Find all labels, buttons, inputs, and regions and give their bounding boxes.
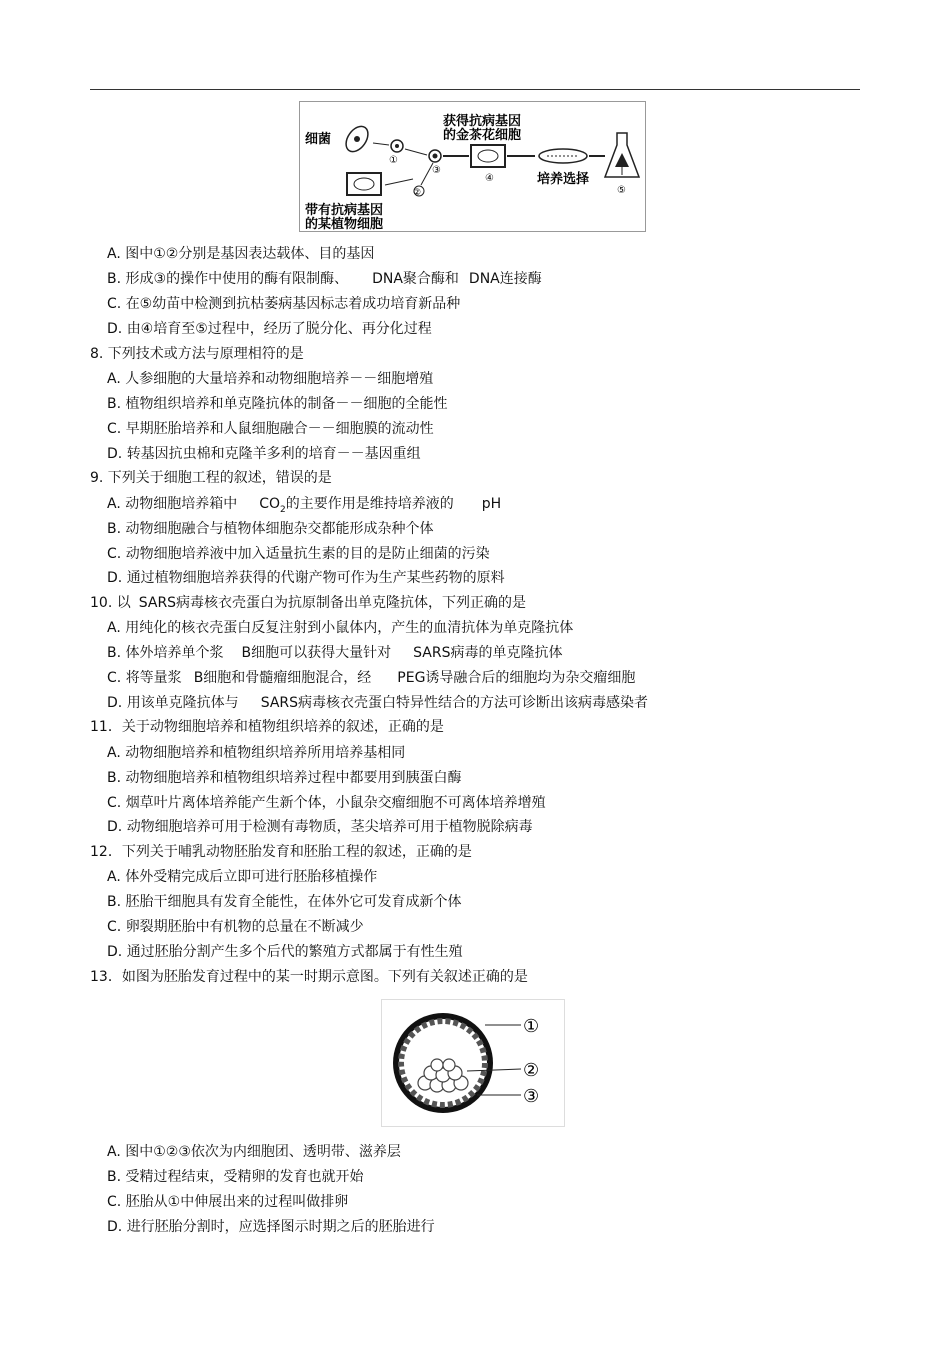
option-letter: B.	[107, 894, 122, 910]
header-rule	[90, 89, 860, 90]
option-text: 将等量浆	[125, 670, 182, 686]
num-4: ④	[485, 173, 494, 184]
gene-transfer-diagram	[299, 101, 646, 232]
option-letter: A.	[107, 745, 121, 761]
q10-option-c[interactable]	[107, 669, 635, 687]
option-text-part3: 的主要作用是维持培养液的	[285, 496, 454, 512]
option-text: 胚胎干细胞具有发育全能性，在体外它可发育成新个体	[125, 894, 462, 910]
option-text-part3: SARS病毒的单克隆抗体	[413, 645, 563, 661]
q7-option-a[interactable]	[107, 245, 374, 263]
option-letter: B.	[107, 396, 122, 412]
option-text: 进行胚胎分割时，应选择图示时期之后的胚胎进行	[126, 1219, 435, 1235]
option-text-part2: B细胞和骨髓瘤细胞混合，经	[193, 670, 372, 686]
q12-stem: 12．下列关于哺乳动物胚胎发育和胚胎工程的叙述，正确的是	[90, 844, 472, 860]
option-letter: D.	[107, 570, 123, 586]
option-text: 动物细胞培养液中加入适量抗生素的目的是防止细菌的污染	[125, 546, 490, 562]
option-text: 胚胎从①中伸展出来的过程叫做排卵	[125, 1194, 349, 1210]
q13-stem: 13．如图为胚胎发育过程中的某一时期示意图。下列有关叙述正确的是	[90, 969, 528, 985]
num-3: ③	[523, 1086, 540, 1107]
q8-option-d[interactable]	[107, 445, 421, 463]
q12-option-a[interactable]	[107, 868, 377, 886]
label-bacteria: 细菌	[305, 132, 332, 147]
option-text: 植物组织培养和单克隆抗体的制备－－细胞的全能性	[125, 396, 448, 412]
option-letter: B.	[107, 645, 122, 661]
q12-option-b[interactable]	[107, 893, 462, 911]
num-1: ①	[389, 155, 398, 166]
num-3: ③	[432, 165, 441, 176]
option-letter: C.	[107, 1194, 122, 1210]
q13-option-c[interactable]	[107, 1193, 348, 1211]
option-text: 形成③的操作中使用的酶有限制酶、	[125, 271, 349, 287]
q10-option-a[interactable]	[107, 619, 573, 637]
option-letter: A.	[107, 620, 121, 636]
option-text: 动物细胞培养可用于检测有毒物质，茎尖培养可用于植物脱除病毒	[126, 819, 533, 835]
q11-stem: 11．关于动物细胞培养和植物组织培养的叙述，正确的是	[90, 719, 444, 735]
option-letter: C.	[107, 421, 122, 437]
option-letter: B.	[107, 770, 122, 786]
num-2: ②	[413, 188, 422, 198]
q8-option-c[interactable]	[107, 420, 434, 438]
option-letter: B.	[107, 521, 122, 537]
option-text: 动物细胞培养和植物组织培养过程中都要用到胰蛋白酶	[125, 770, 462, 786]
option-text: 由④培育至⑤过程中，经历了脱分化、再分化过程	[126, 321, 432, 337]
option-letter: C.	[107, 546, 122, 562]
stem-part2: SARS病毒核衣壳蛋白为抗原制备出单克隆抗体，下列正确的是	[138, 595, 527, 611]
q11-option-a[interactable]	[107, 744, 405, 762]
option-letter: A.	[107, 869, 121, 885]
option-letter: D.	[107, 446, 123, 462]
q13-option-b[interactable]	[107, 1168, 364, 1186]
option-text: 卵裂期胚胎中有机物的总量在不断减少	[125, 919, 364, 935]
gene-transfer-svg	[299, 101, 646, 232]
q9-stem: 9. 下列关于细胞工程的叙述，错误的是	[90, 470, 332, 486]
option-text: 体外受精完成后立即可进行胚胎移植操作	[125, 869, 378, 885]
option-text: 烟草叶片离体培养能产生新个体，小鼠杂交瘤细胞不可离体培养增殖	[125, 795, 546, 811]
q7-option-b[interactable]	[107, 270, 542, 288]
q9-option-c[interactable]	[107, 545, 490, 563]
option-text: 动物细胞融合与植物体细胞杂交都能形成杂种个体	[125, 521, 434, 537]
option-letter: C.	[107, 670, 122, 686]
label-bottom-line2: 的某植物细胞	[305, 217, 384, 232]
option-text: 人参细胞的大量培养和动物细胞培养－－细胞增殖	[125, 371, 434, 387]
q9-option-a[interactable]: A. 动物细胞培养箱中 $CO_2$的主要作用是维持培养液的 pH	[107, 496, 502, 515]
q11-option-b[interactable]	[107, 769, 462, 787]
option-text: 图中①②分别是基因表达载体、目的基因	[125, 246, 375, 262]
option-text: 用该单克隆抗体与	[126, 695, 239, 711]
option-text-part2: SARS病毒核衣壳蛋白特异性结合的方法可诊断出该病毒感染者	[260, 695, 649, 711]
stem-part1: 10. 以	[90, 595, 131, 611]
blastocyst-diagram	[381, 999, 565, 1127]
option-text: 用纯化的核衣壳蛋白反复注射到小鼠体内，产生的血清抗体为单克隆抗体	[125, 620, 574, 636]
option-letter: D.	[107, 944, 123, 960]
option-letter: C.	[107, 795, 122, 811]
option-text-part3: PEG诱导融合后的细胞均为杂交瘤细胞	[397, 670, 636, 686]
num-2: ②	[523, 1060, 540, 1081]
option-text: 受精过程结束，受精卵的发育也就开始	[125, 1169, 364, 1185]
option-letter: D.	[107, 321, 123, 337]
option-letter: A.	[107, 496, 121, 512]
q10-option-b[interactable]	[107, 644, 562, 662]
q9-option-b[interactable]	[107, 520, 434, 538]
num-1: ①	[523, 1016, 540, 1037]
plasmid-dot	[354, 136, 360, 142]
option-text-part2: DNA聚合酶和	[372, 271, 459, 287]
option-text: 在⑤幼苗中检测到抗枯萎病基因标志着成功培育新品种	[125, 296, 461, 312]
q12-option-d[interactable]	[107, 943, 463, 961]
q9-option-d[interactable]	[107, 569, 505, 587]
label-culture: 培养选择	[537, 172, 590, 187]
label-top-line1: 获得抗病基因	[443, 114, 522, 129]
option-letter: D.	[107, 819, 123, 835]
q13-option-a[interactable]	[107, 1143, 401, 1161]
option-letter: A.	[107, 246, 121, 262]
option-text-part2: CO	[259, 496, 281, 512]
q11-option-d[interactable]	[107, 818, 533, 836]
option-letter: B.	[107, 271, 122, 287]
q13-option-d[interactable]	[107, 1218, 435, 1236]
option-text: 通过植物细胞培养获得的代谢产物可作为生产某些药物的原料	[126, 570, 505, 586]
option-text: 图中①②③依次为内细胞团、透明带、滋养层	[125, 1144, 401, 1160]
label-bottom-line1: 带有抗病基因	[305, 203, 384, 218]
option-letter: C.	[107, 919, 122, 935]
q10-option-d[interactable]	[107, 694, 648, 712]
option-text: 转基因抗虫棉和克隆羊多利的培育－－基因重组	[126, 446, 421, 462]
q8-stem: 8. 下列技术或方法与原理相符的是	[90, 346, 304, 362]
q7-option-c[interactable]	[107, 295, 460, 313]
option-letter: B.	[107, 1169, 122, 1185]
label-top-line2: 的金茶花细胞	[443, 128, 522, 143]
option-letter: A.	[107, 1144, 121, 1160]
option-text: 体外培养单个浆	[125, 645, 224, 661]
option-text: 通过胚胎分割产生多个后代的繁殖方式都属于有性生殖	[126, 944, 463, 960]
q11-option-c[interactable]	[107, 794, 546, 812]
option-text-part4: pH	[481, 496, 502, 512]
option-text-part3: DNA连接酶	[468, 271, 542, 287]
q10-stem	[90, 594, 526, 612]
option-text-part2: B细胞可以获得大量针对	[241, 645, 392, 661]
option-letter: A.	[107, 371, 121, 387]
num-5: ⑤	[617, 185, 626, 196]
option-letter: D.	[107, 695, 123, 711]
option-text: 动物细胞培养和植物组织培养所用培养基相同	[125, 745, 406, 761]
q12-option-c[interactable]	[107, 918, 364, 936]
q7-option-d[interactable]	[107, 320, 432, 338]
q8-option-b[interactable]	[107, 395, 448, 413]
q8-option-a[interactable]	[107, 370, 433, 388]
blastocyst-svg	[381, 999, 565, 1127]
option-text: 动物细胞培养箱中	[125, 496, 238, 512]
option-letter: D.	[107, 1219, 123, 1235]
option-letter: C.	[107, 296, 122, 312]
option-text: 早期胚胎培养和人鼠细胞融合－－细胞膜的流动性	[125, 421, 434, 437]
